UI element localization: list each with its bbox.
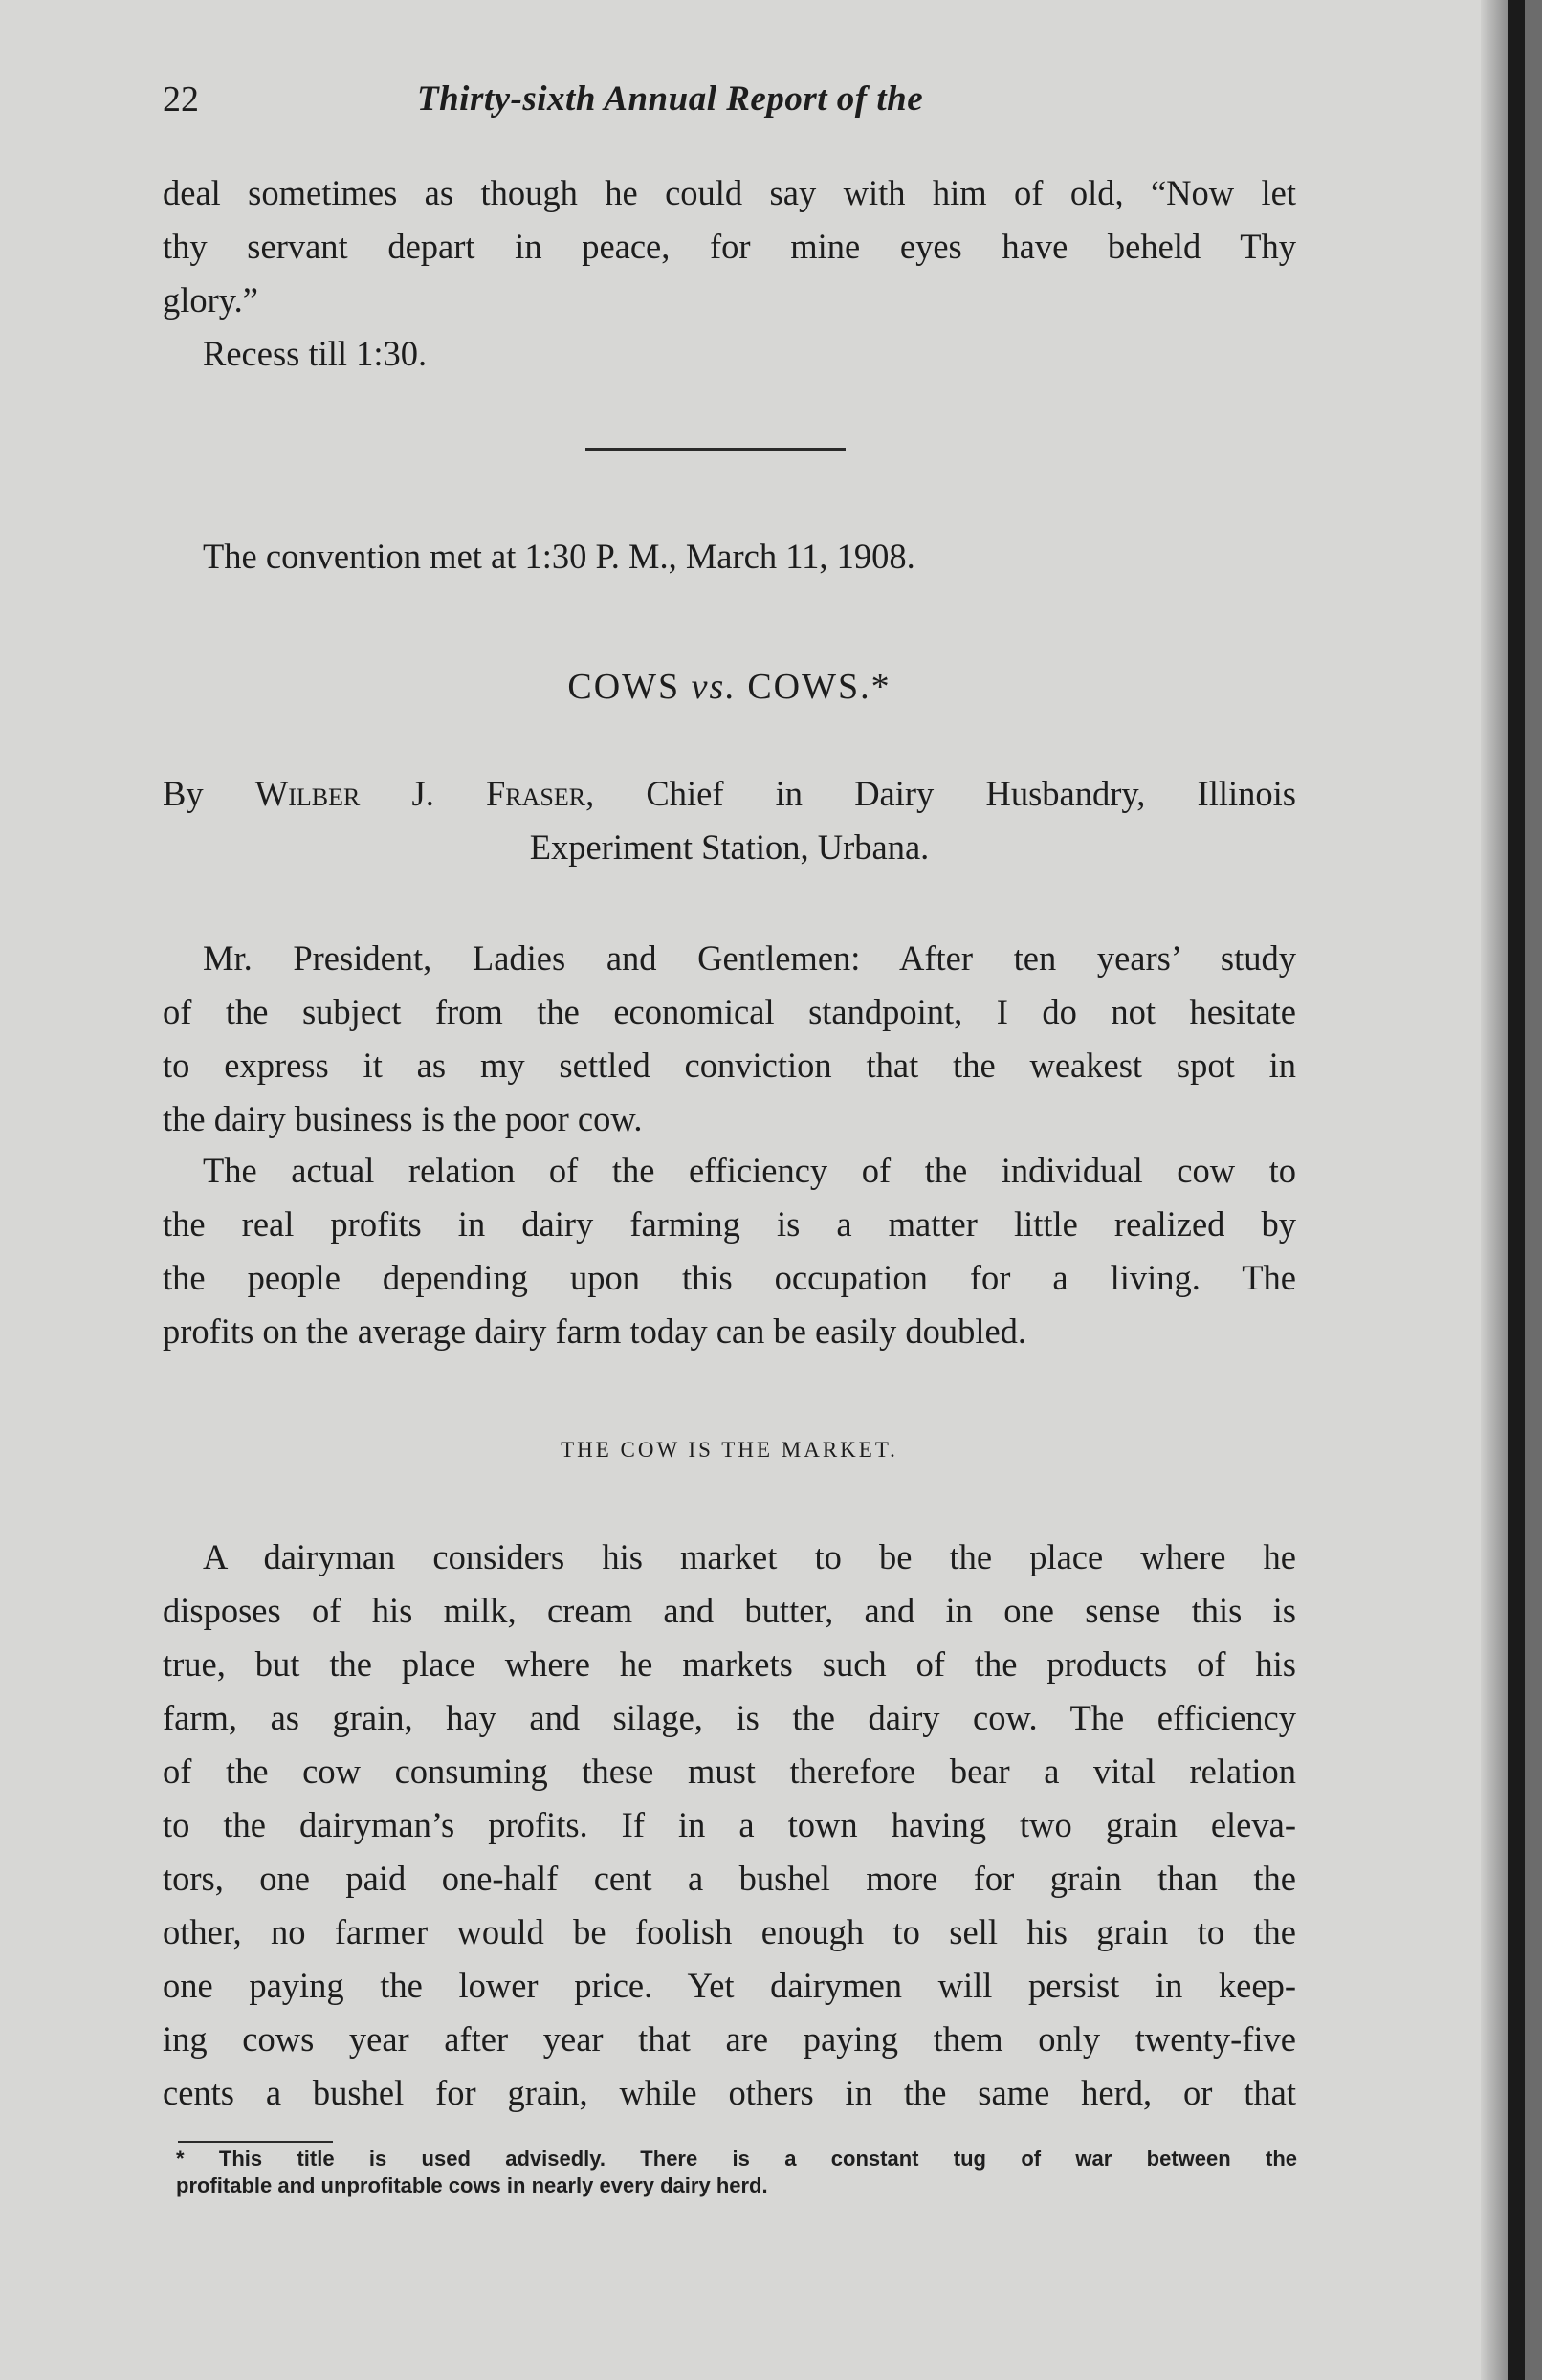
paragraph-line: farm, as grain, hay and silage, is the dairy cow. The efficiency — [163, 1698, 1296, 1737]
paragraph-line: to the dairyman’s profits. If in a town having two grain eleva- — [163, 1805, 1296, 1844]
intro-line: deal sometimes as though he could say with him of old, “Now let — [163, 173, 1296, 212]
section-heading: THE COW IS THE MARKET. — [561, 1438, 898, 1462]
page-gutter-shadow — [1481, 0, 1508, 2380]
paragraph-line: the people depending upon this occupation for a living. The — [163, 1258, 1296, 1297]
title-end: COWS.* — [736, 667, 892, 707]
section-divider — [585, 448, 846, 451]
intro-line: thy servant depart in peace, for mine eyes have beheld Thy — [163, 227, 1296, 266]
paragraph-line: profits on the average dairy farm today can be easily doubled. — [163, 1311, 1027, 1351]
paragraph-line: cents a bushel for grain, while others in the same herd, or that — [163, 2073, 1296, 2112]
paragraph-line: one paying the lower price. Yet dairymen will persist in keep- — [163, 1966, 1296, 2005]
page-number: 22 — [163, 79, 199, 120]
paragraph-line: The actual relation of the efficiency of the individual cow to — [203, 1151, 1296, 1190]
intro-line: glory.” — [163, 280, 259, 320]
paragraph-line: of the subject from the economical standpoint, I do not hesitate — [163, 992, 1296, 1031]
byline-line-2: Experiment Station, Urbana. — [529, 827, 930, 867]
paragraph-line: the real profits in dairy farming is a matter little realized by — [163, 1204, 1296, 1244]
footnote-line: profitable and unprofitable cows in nearly every dairy herd. — [176, 2173, 768, 2197]
footnote-rule — [178, 2141, 333, 2143]
footnote-line: * This title is used advisedly. There is a constant tug of war between the — [176, 2147, 1297, 2171]
running-head: Thirty-sixth Annual Report of the — [417, 79, 924, 119]
paragraph-line: disposes of his milk, cream and butter, and in one sense this is — [163, 1591, 1296, 1630]
recess-line: Recess till 1:30. — [203, 334, 428, 373]
paragraph-line: A dairyman considers his market to be the place where he — [203, 1537, 1296, 1576]
paragraph-line: ing cows year after year that are paying them only twenty-five — [163, 2019, 1296, 2059]
paragraph-line: other, no farmer would be foolish enough to sell his grain to the — [163, 1912, 1296, 1951]
title-vs: vs. — [691, 667, 737, 707]
paragraph-line: tors, one paid one-half cent a bushel more for grain than the — [163, 1859, 1296, 1898]
byline-author: Wilber J. Fraser — [254, 774, 586, 813]
paragraph-line: of the cow consuming these must therefore bear a vital relation — [163, 1752, 1296, 1791]
paragraph-line: to express it as my settled conviction that the weakest spot in — [163, 1046, 1296, 1085]
byline-by: By — [163, 774, 255, 813]
title-start: COWS — [567, 667, 692, 707]
paragraph-line: true, but the place where he markets such of the products of his — [163, 1644, 1296, 1684]
convention-line: The convention met at 1:30 P. M., March 11, 1908. — [203, 537, 915, 576]
paragraph-line: Mr. President, Ladies and Gentlemen: After ten years’ study — [203, 938, 1296, 978]
article-title — [163, 664, 1296, 710]
book-spine-edge — [1508, 0, 1525, 2380]
scan-edge — [1525, 0, 1542, 2380]
paragraph-line: the dairy business is the poor cow. — [163, 1099, 643, 1138]
byline-rest: , Chief in Dairy Husbandry, Illinois — [585, 774, 1296, 813]
page-header — [163, 78, 1296, 126]
byline-line-1 — [163, 771, 1296, 817]
